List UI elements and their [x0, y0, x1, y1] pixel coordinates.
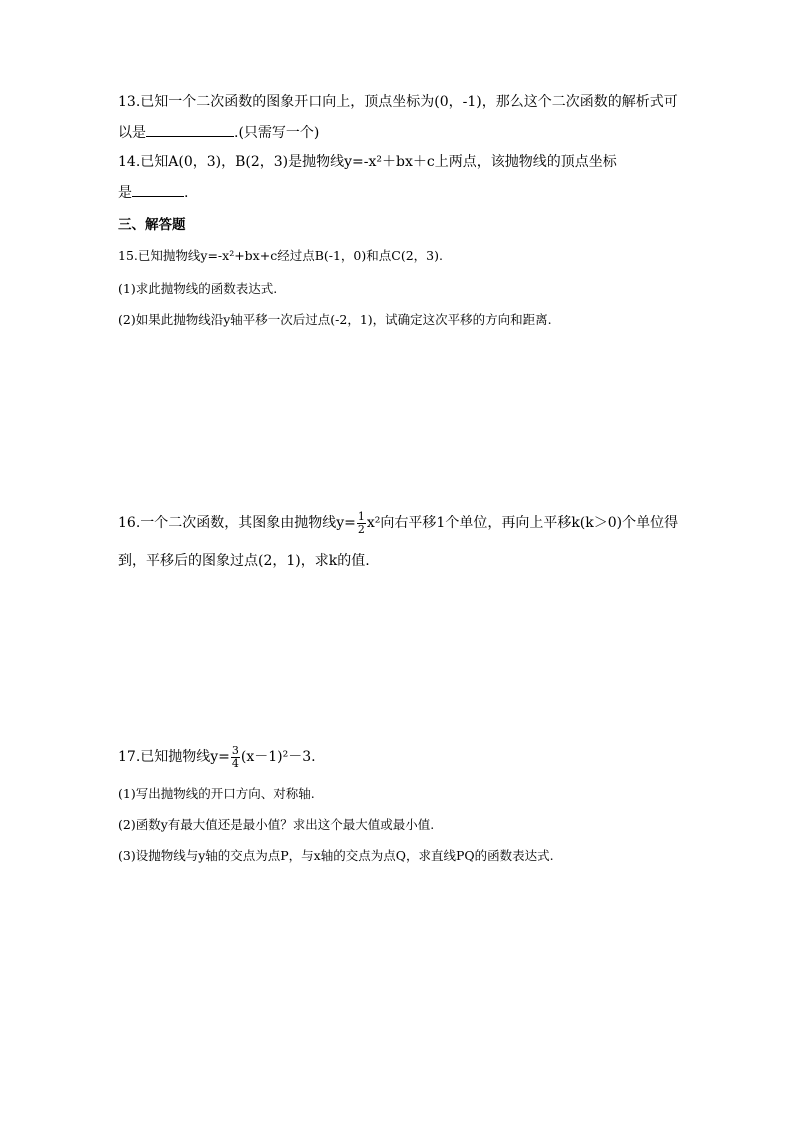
q13-line2 — [118, 122, 319, 143]
q14-answer-blank[interactable] — [132, 182, 184, 197]
q17-fraction — [231, 745, 240, 770]
q13-line2-suffix: .(只需写一个) — [234, 125, 320, 141]
q15-line1: 15.已知抛物线y=-x²+bx+c经过点B(-1，0)和点C(2，3). — [118, 248, 443, 263]
q16-line1 — [118, 508, 678, 538]
q15-part2: (2)如果此抛物线沿y轴平移一次后过点(-2，1)，试确定这次平移的方向和距离. — [118, 312, 552, 327]
section-heading: 三、解答题 — [118, 217, 186, 233]
q17-part3: (3)设抛物线与y轴的交点为点P，与x轴的交点为点Q，求直线PQ的函数表达式. — [118, 848, 554, 863]
q14-line2-prefix: 是 — [118, 185, 132, 201]
q14-line2 — [118, 182, 188, 203]
q17-line1-prefix: 17.已知抛物线y= — [118, 749, 230, 765]
q14-line2-suffix: . — [184, 185, 189, 201]
q16-frac-numerator: 1 — [357, 509, 365, 523]
q16-line2: 到，平移后的图象过点(2，1)，求k的值. — [118, 553, 370, 569]
q13-line1: 13.已知一个二次函数的图象开口向上，顶点坐标为(0，-1)，那么这个二次函数的解析式可 — [118, 94, 678, 110]
q13-answer-blank[interactable] — [146, 122, 234, 137]
q17-frac-numerator: 3 — [231, 743, 239, 757]
q16-frac-denominator: 2 — [357, 522, 365, 536]
q16-line1-suffix: x²向右平移1个单位，再向上平移k(k＞0)个单位得 — [366, 515, 679, 531]
q15-part1: (1)求此抛物线的函数表达式. — [118, 281, 278, 296]
q16-line1-prefix: 16.一个二次函数，其图象由抛物线y= — [118, 515, 356, 531]
q17-frac-denominator: 4 — [231, 756, 239, 770]
q17-line1 — [118, 742, 316, 772]
q14-line1: 14.已知A(0，3)，B(2，3)是抛物线y=-x²＋bx＋c上两点，该抛物线的顶点坐标 — [118, 154, 617, 170]
q16-fraction — [357, 511, 366, 536]
q17-part1: (1)写出抛物线的开口方向、对称轴. — [118, 786, 315, 801]
q17-part2: (2)函数y有最大值还是最小值？求出这个最大值或最小值. — [118, 817, 435, 832]
q13-line2-prefix: 以是 — [118, 125, 146, 141]
q17-line1-suffix: (x－1)²－3. — [240, 749, 316, 765]
